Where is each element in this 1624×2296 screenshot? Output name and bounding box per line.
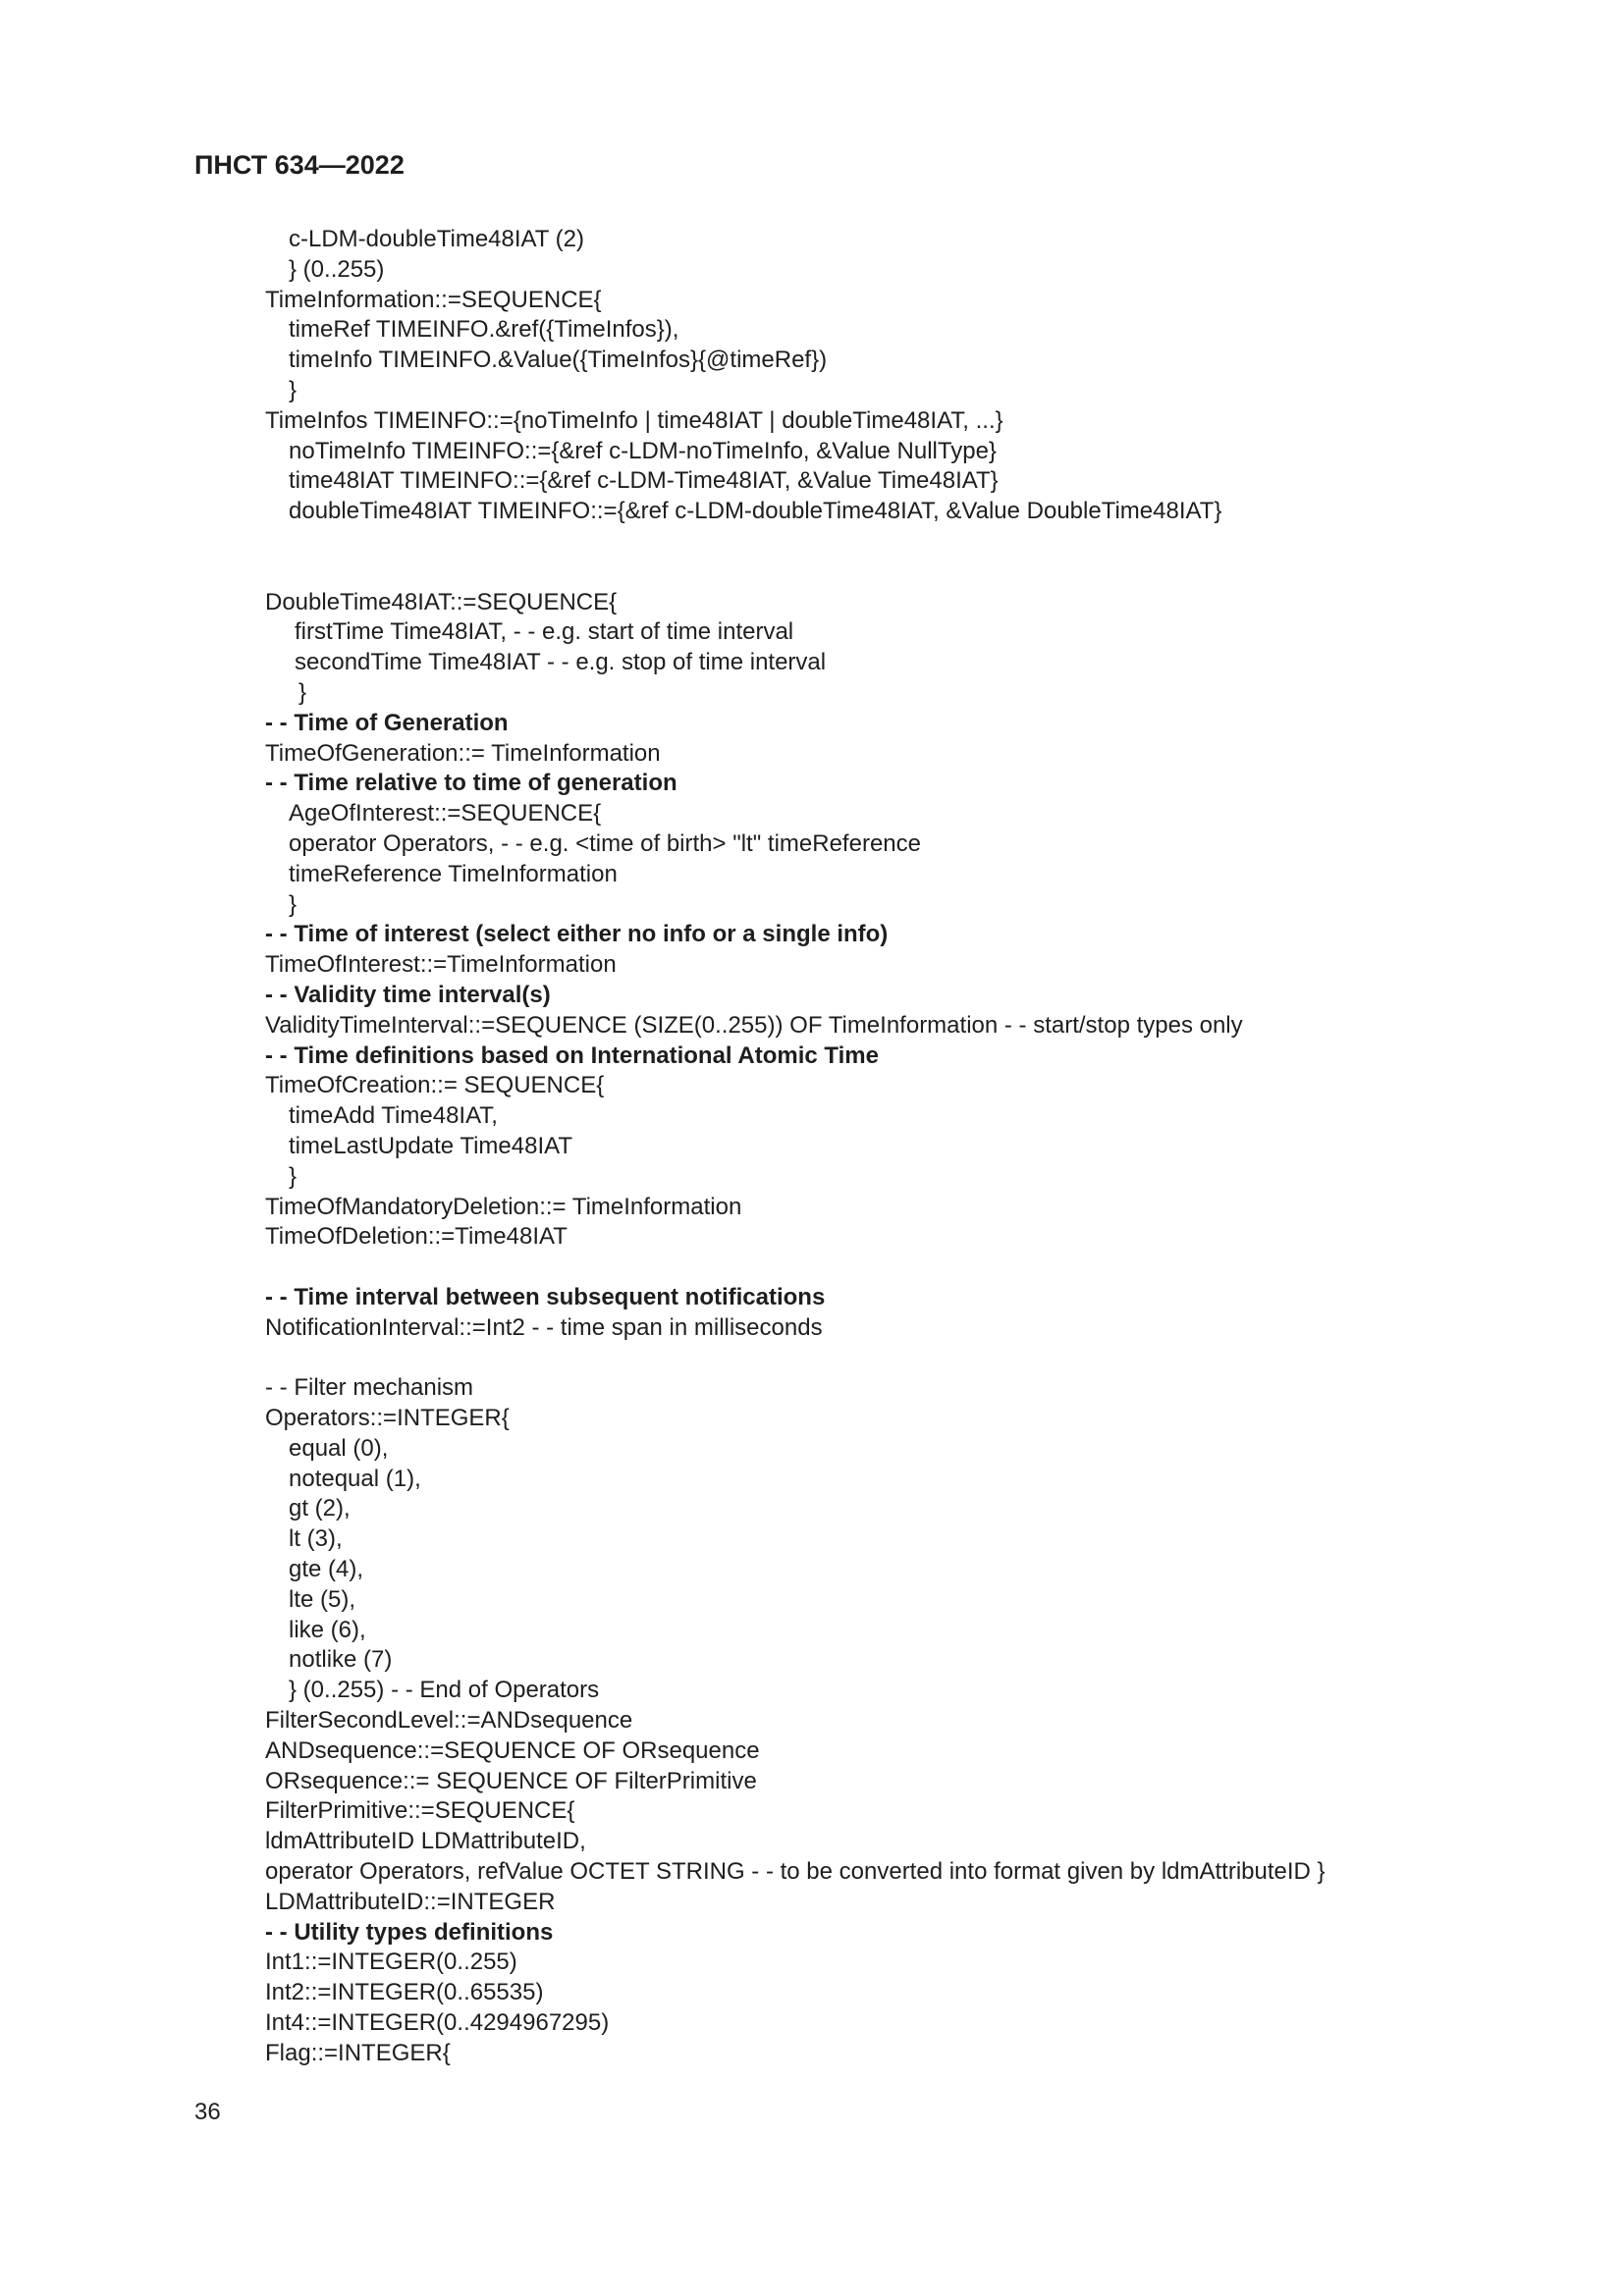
asn1-code-listing [265, 225, 1571, 2069]
code-line: timeReference TimeInformation [289, 860, 618, 887]
blank-line [265, 1343, 1571, 1373]
code-line: AgeOfInterest::=SEQUENCE{ [289, 800, 602, 828]
code-line: gte (4), [289, 1556, 364, 1583]
code-line: Int4::=INTEGER(0..4294967295) [265, 2009, 610, 2037]
code-line: ValidityTimeInterval::=SEQUENCE (SIZE(0..255)) OF TimeInformation - - start/stop types only [265, 1011, 1243, 1039]
code-line: notequal (1), [289, 1465, 421, 1492]
code-line: ORsequence::= SEQUENCE OF FilterPrimitive [265, 1767, 757, 1794]
code-line: NotificationInterval::=Int2 - - time span in milliseconds [265, 1313, 823, 1341]
blank-line [265, 1253, 1571, 1283]
code-line: timeLastUpdate Time48IAT [289, 1132, 573, 1159]
code-line: Int1::=INTEGER(0..255) [265, 1949, 517, 1976]
code-line: lte (5), [289, 1585, 356, 1613]
code-line: } (0..255) [289, 255, 385, 283]
code-line: } [289, 1162, 298, 1190]
page-header-standard-id: ПНСТ 634—2022 [194, 150, 405, 180]
code-line: equal (0), [289, 1434, 389, 1462]
code-line: DoubleTime48IAT::=SEQUENCE{ [265, 588, 618, 615]
code-line: Int2::=INTEGER(0..65535) [265, 1979, 544, 2006]
code-line: TimeOfCreation::= SEQUENCE{ [265, 1072, 605, 1099]
code-line: time48IAT TIMEINFO::={&ref c-LDM-Time48IAT, &Value Time48IAT} [289, 467, 999, 495]
code-line: TimeInfos TIMEINFO::={noTimeInfo | time48IAT | doubleTime48IAT, ...} [265, 406, 1003, 434]
code-line: LDMattributeID::=INTEGER [265, 1888, 556, 1915]
code-line: notlike (7) [289, 1646, 393, 1674]
code-line: secondTime Time48IAT - - e.g. stop of time interval [295, 649, 827, 676]
code-line: TimeOfInterest::=TimeInformation [265, 951, 617, 979]
code-line: TimeOfDeletion::=Time48IAT [265, 1223, 568, 1251]
blank-line [265, 558, 1571, 588]
code-line: } [289, 890, 298, 918]
code-line: Flag::=INTEGER{ [265, 2039, 451, 2066]
code-line: ldmAttributeID LDMattributeID, [265, 1828, 586, 1855]
code-line: timeAdd Time48IAT, [289, 1102, 498, 1130]
section-comment: - - Validity time interval(s) [265, 981, 551, 1008]
section-comment: - - Utility types definitions [265, 1918, 554, 1946]
code-line: } [298, 678, 307, 706]
code-line: ANDsequence::=SEQUENCE OF ORsequence [265, 1736, 760, 1764]
code-line: FilterSecondLevel::=ANDsequence [265, 1707, 633, 1735]
blank-line [265, 527, 1571, 558]
section-comment: - - Time of interest (select either no info or a single info) [265, 921, 889, 948]
code-line: noTimeInfo TIMEINFO::={&ref c-LDM-noTimeInfo, &Value NullType} [289, 437, 997, 464]
code-line: FilterPrimitive::=SEQUENCE{ [265, 1797, 575, 1825]
comment-line: - - Filter mechanism [265, 1374, 474, 1402]
code-line: gt (2), [289, 1495, 351, 1522]
code-line: TimeOfGeneration::= TimeInformation [265, 739, 661, 767]
code-line: operator Operators, refValue OCTET STRING - - to be converted into format given by ldmAttributeID } [265, 1858, 1326, 1886]
code-line: c-LDM-doubleTime48IAT (2) [289, 226, 584, 252]
section-comment: - - Time definitions based on International Atomic Time [265, 1041, 879, 1069]
code-line: TimeInformation::=SEQUENCE{ [265, 286, 602, 313]
code-line: timeInfo TIMEINFO.&Value({TimeInfos}{@timeRef}) [289, 347, 828, 374]
code-line: } (0..255) - - End of Operators [289, 1677, 600, 1704]
page-number: 36 [194, 2099, 221, 2125]
code-line: doubleTime48IAT TIMEINFO::={&ref c-LDM-doubleTime48IAT, &Value DoubleTime48IAT} [289, 498, 1222, 525]
code-line: Operators::=INTEGER{ [265, 1405, 510, 1432]
section-comment: - - Time relative to time of generation [265, 770, 677, 797]
code-line: TimeOfMandatoryDeletion::= TimeInformation [265, 1193, 742, 1220]
section-comment: - - Time of Generation [265, 709, 509, 736]
code-line: } [289, 376, 298, 403]
section-comment: - - Time interval between subsequent notifications [265, 1283, 826, 1310]
code-line: like (6), [289, 1616, 366, 1643]
code-line: operator Operators, - - e.g. <time of birth> "lt" timeReference [289, 829, 921, 857]
code-line: timeRef TIMEINFO.&ref({TimeInfos}), [289, 316, 679, 344]
code-line: lt (3), [289, 1525, 343, 1553]
code-line: firstTime Time48IAT, - - e.g. start of time interval [295, 618, 794, 646]
